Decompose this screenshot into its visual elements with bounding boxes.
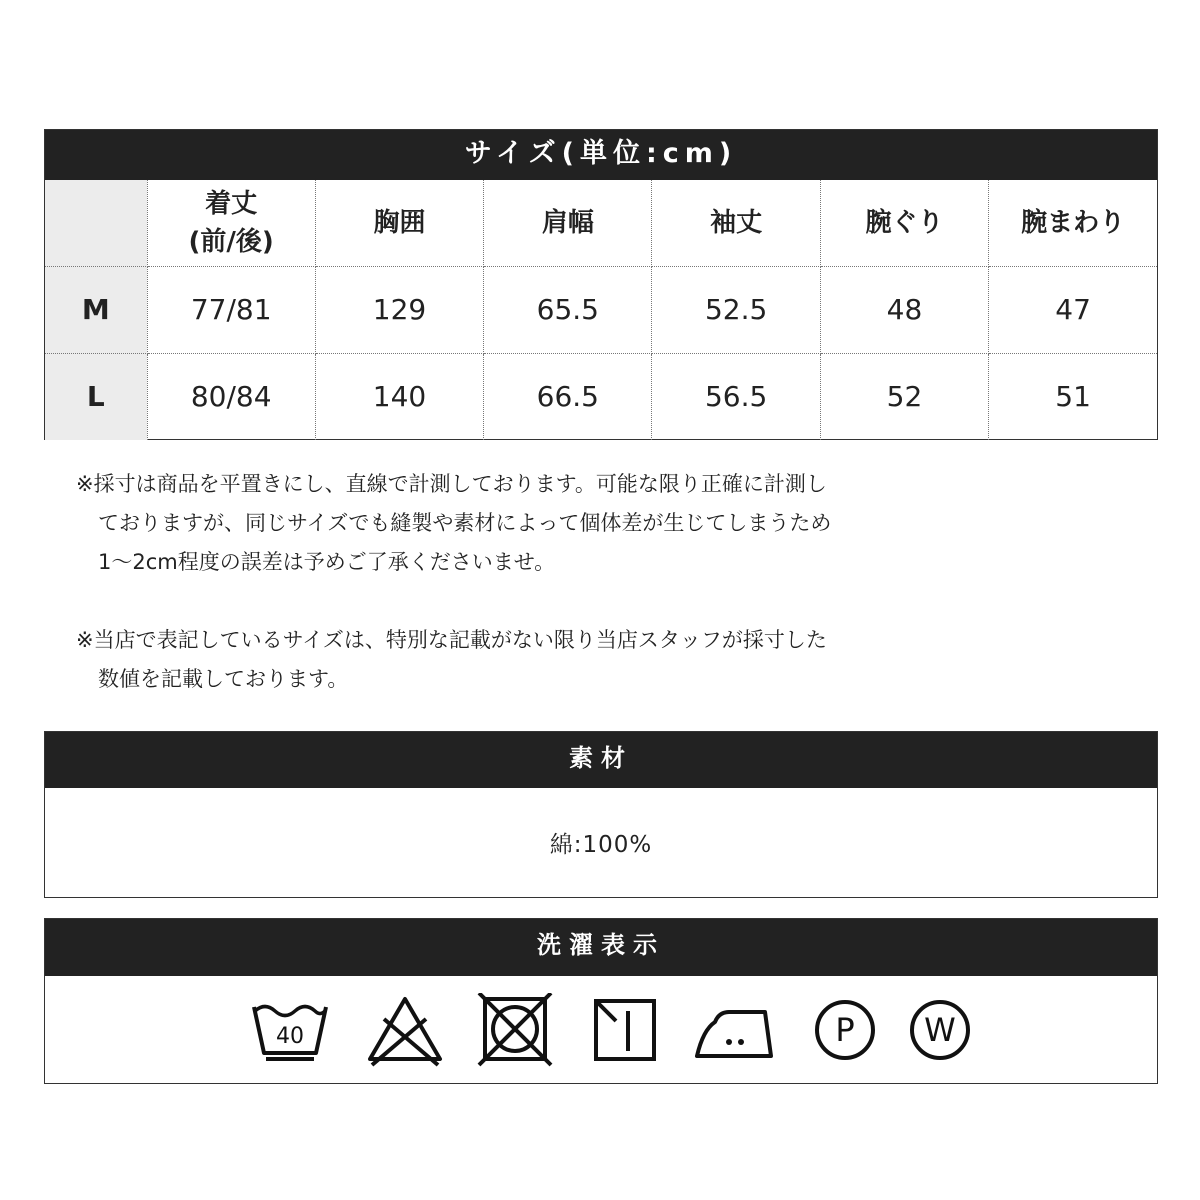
column-header-shoulder: 肩幅 [484, 180, 652, 266]
size-label: M [45, 266, 147, 353]
table-row [45, 266, 1157, 353]
measurement-note [76, 465, 976, 582]
table-cell: 129 [315, 266, 483, 353]
care-section [44, 918, 1158, 1084]
table-cell: 140 [315, 353, 483, 440]
note-line: 数値を記載しております。 [98, 667, 349, 691]
material-section [44, 731, 1158, 898]
table-cell: 77/81 [147, 266, 315, 353]
material-value: 綿:100% [549, 832, 653, 858]
wet-clean-w-icon [895, 976, 985, 1083]
line-dry-shade-icon [580, 976, 670, 1083]
size-notation-note [76, 621, 976, 699]
column-header-arm-circumference: 腕まわり [989, 180, 1157, 266]
size-table-corner [45, 180, 147, 266]
table-cell: 47 [989, 266, 1157, 353]
size-table [45, 180, 1157, 440]
no-bleach-icon [360, 976, 450, 1083]
column-header-armhole: 腕ぐり [820, 180, 988, 266]
table-cell: 65.5 [484, 266, 652, 353]
dry-clean-p-icon [800, 976, 890, 1083]
care-icons-row [45, 976, 1157, 1083]
table-cell: 51 [1055, 380, 1091, 414]
table-row [45, 353, 1157, 440]
table-cell: 66.5 [484, 353, 652, 440]
material-section-title: 素材 [45, 732, 1157, 788]
note-line: ※当店で表記しているサイズは、特別な記載がない限り当店スタッフが採寸した [76, 628, 827, 652]
column-header-chest: 胸囲 [315, 180, 483, 266]
column-header-sleeve: 袖丈 [652, 180, 820, 266]
wet-clean-letter: W [924, 1010, 956, 1049]
table-cell: 56.5 [652, 353, 820, 440]
size-table-header-row [45, 180, 1157, 266]
dry-clean-letter: P [835, 1010, 855, 1049]
size-label: L [45, 353, 147, 440]
care-section-title: 洗濯表示 [45, 919, 1157, 976]
size-section-title: サイズ(単位:cm) [45, 130, 1157, 180]
note-line: ておりますが、同じサイズでも縫製や素材によって個体差が生じてしまうため [98, 511, 832, 535]
size-section [44, 129, 1158, 440]
iron-medium-icon [690, 976, 780, 1083]
table-cell: 80/84 [147, 353, 315, 440]
no-tumble-dry-icon [470, 976, 560, 1083]
table-cell: 48 [820, 266, 988, 353]
table-cell: 52 [820, 353, 988, 440]
wash-40-icon [245, 976, 335, 1083]
note-line: 1〜2cm程度の誤差は予めご了承くださいませ。 [98, 550, 556, 574]
wash-temperature-label: 40 [276, 1023, 304, 1049]
note-line: ※採寸は商品を平置きにし、直線で計測しております。可能な限り正確に計測し [76, 472, 827, 496]
table-cell: 52.5 [652, 266, 820, 353]
column-header-length: 着丈 (前/後) [147, 180, 315, 266]
